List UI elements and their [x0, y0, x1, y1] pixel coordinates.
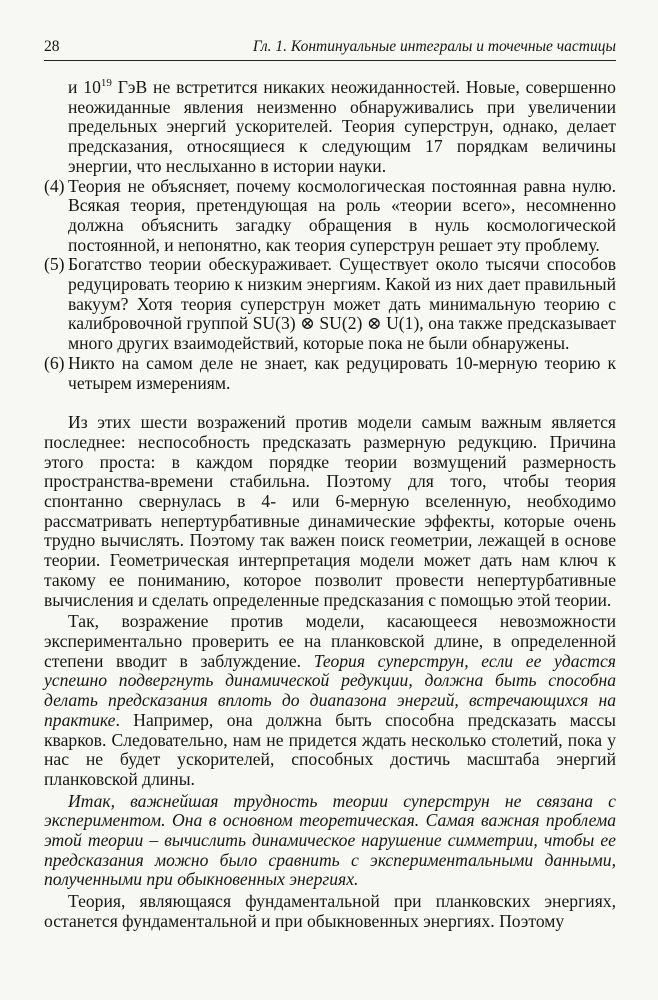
paragraph-objections: Из этих шести возражений против модели самым важным является последнее: неспособность предсказать размерную редукцию. Причина этого проста: в каждом порядке теории возмущений размерность пространства-времени стабильна. Поэтому для того, чтобы теория спонтанно свернулась в 4- или 6-мерную вселенную, необходимо рассматривать непертурбативные динамические эффекты, которые очень трудно вычислять. Поэтому так важен поиск геометрии, лежащей в основе теории. Геометрическая интерпретация модели может дать нам ключ к такому ее пониманию, которое позволит провести непертурбативные вычисления и сделать определенные предсказания с помощью этой теории. — [44, 412, 616, 610]
paragraph-main-difficulty — [44, 792, 616, 891]
list-item-number: (6) — [44, 352, 65, 373]
running-title: Гл. 1. Континуальные интегралы и точечные частицы — [252, 38, 616, 55]
list-item-text: Никто на самом деле не знает, как редуцировать 10-мерную теорию к четырем измерениям. — [68, 352, 616, 393]
intro-text: ГэВ не встретится никаких неожиданностей. Новые, совершенно неожиданные явления неизменно обнаруживались при увеличении предельных энергий ускорителей. Теория суперструн, однако, делает предсказания, относящиеся к следующим 17 порядкам величины энергии, что неслыханно в истории науки. — [68, 77, 616, 176]
paragraph-experiment — [44, 612, 616, 789]
page-number: 28 — [44, 38, 60, 55]
paragraph-experiment-end: . Например, она должна быть способна предсказать массы кварков. Следовательно, нам не придется ждать несколько столетий, пока у нас не будет ускорителей, способных достичь масштаба энергий планковской длины. — [44, 709, 616, 789]
intro-exponent: 19 — [100, 77, 112, 89]
list-item-text: Теория не объясняет, почему космологическая постоянная равна нулю. Всякая теория, претендующая на роль «теории всего», несомненно должна объяснить загадку обращения в нуль космологической постоянной, и непонятно, как теория суперструн решает эту проблему. — [68, 175, 616, 255]
list-item-text: Богатство теории обескураживает. Существует около тысячи способов редуцировать теорию к низким энергиям. Какой из них дает правильный вакуум? Хотя теория суперструн может дать минимальную теорию с калибровочной группой SU(3) ⊗ SU(2) ⊗ U(1), она также предсказывает много других взаимодействий, которые пока не были обнаружены. — [68, 254, 616, 354]
list-item — [44, 177, 616, 256]
list-item — [44, 354, 616, 393]
list-item-number: (5) — [44, 254, 65, 275]
paragraph-experiment-start: Так, возражение против модели, касающееся невозможности экспериментально проверить ее на планковской длине, в определенной степени вводит в заблуждение. — [44, 611, 616, 671]
paragraph-fundamental: Теория, являющаяся фундаментальной при планковских энергиях, останется фундаментальной и при обыкновенных энергиях. Поэтому — [44, 891, 616, 931]
continued-paragraph — [44, 78, 616, 177]
intro-prefix: и 10 — [68, 77, 101, 97]
page-body — [44, 78, 616, 932]
page-header — [44, 36, 616, 61]
list-item-number: (4) — [44, 175, 65, 196]
list-item — [44, 255, 616, 354]
paragraph-main-difficulty-text: Итак, важнейшая трудность теории суперструн не связана с экспериментом. Она в основном теоретическая. Самая важная проблема этой теории – вычислить динамическое нарушение симметрии, чтобы ее предсказания можно было сравнить с экспериментальными данными, полученными при обыкновенных энергиях. — [44, 790, 616, 890]
paragraph-experiment-emphasis: Теория суперструн, если ее удастся успешно подвергнуть динамической редукции, должна быть способна делать предсказания вплоть до диапазона энергий, встречающихся на практике — [44, 650, 616, 730]
